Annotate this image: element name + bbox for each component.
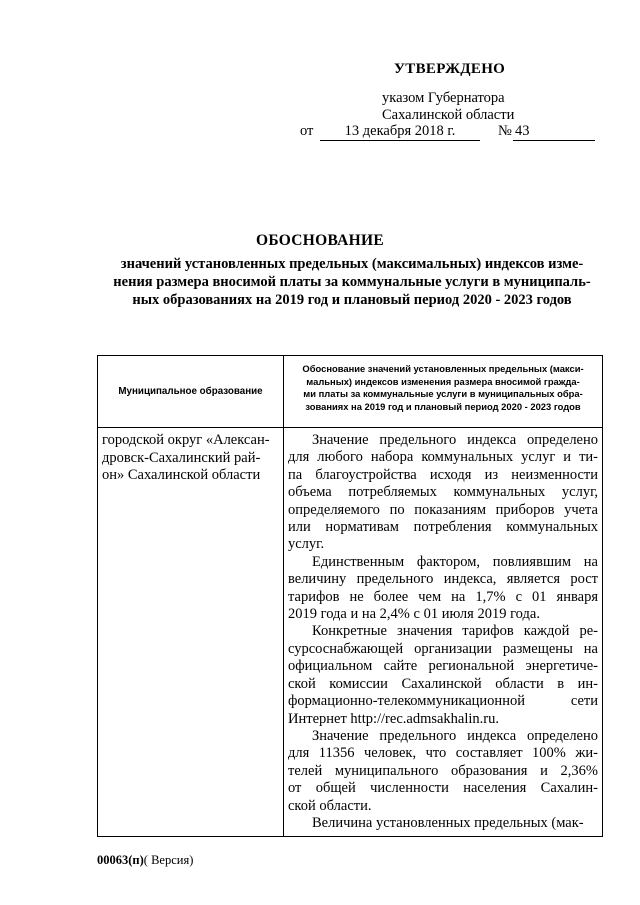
municipality-line: городской округ «Алексан- [102,432,270,448]
text-line: объема потребляемых коммунальных услуг, [288,484,598,501]
text-line: от общей численности населения Сахалин- [288,780,598,797]
text-line: или нормативам потребления коммунальных [288,519,598,536]
text-line: для любого набора коммунальных услуг и ти- [288,449,598,466]
header-line: ми платы за коммунальные услуги в муниципальных обра- [303,388,583,400]
approved-stamp: УТВЕРЖДЕНО [394,61,506,77]
document-title: ОБОСНОВАНИЕ [255,232,385,249]
text-line: для 11356 человек, что составляет 100% жи- [288,745,598,762]
text-line: ской области. [288,797,372,814]
text-line: величину предельного индекса, является рост [288,571,598,588]
text-line: Конкретные значения тарифов каждой ре- [312,623,598,640]
column-header-municipality: Муниципальное образование [98,356,284,428]
text-line: па благоустройства исходя из неизменности [288,466,598,483]
document-footer [97,853,193,868]
text-line: 2019 года и на 2,4% с 01 июля 2019 года. [288,606,540,623]
table-row [98,428,603,837]
text-line: тарифов не более чем на 1,7% с 01 января [288,588,598,605]
municipality-line: он» Сахалинской области [102,467,261,483]
decree-line-1: указом Губернатора [382,90,505,106]
text-line: формационно-телекоммуникационной сети [288,693,598,710]
header-line: мальных) индексов изменения размера вносимой гражда- [306,375,580,387]
text-line: Единственным фактором, повлиявшим на [312,553,598,570]
text-line: Величина установленных предельных (мак- [312,814,584,831]
text-line: телей муниципального образования и 2,36% [288,762,598,779]
column-header-justification [284,356,603,428]
text-line: Интернет http://rec.admsakhalin.ru. [288,710,499,727]
number-label: № [498,123,512,139]
document-subtitle [102,255,602,309]
justification-cell [284,428,603,837]
text-line: Значение предельного индекса определено [312,432,598,448]
decree-number: 43 [513,123,595,141]
document-version: ( Версия) [143,853,194,867]
decree-line-2: Сахалинской области [382,107,515,123]
subtitle-line: ных образованиях на 2019 год и плановый период 2020 - 2023 годов [132,292,572,308]
from-label: от [300,123,314,139]
text-line: Значение предельного индекса определено [312,727,598,744]
subtitle-line: значений установленных предельных (максимальных) индексов изме- [120,256,584,272]
header-line: зованиях на 2019 год и плановый период 2020 - 2023 годов [305,400,581,412]
table-header-row [98,356,603,428]
municipality-line: дровск-Сахалинский рай- [102,449,261,466]
subtitle-line: нения размера вносимой платы за коммунальные услуги в муниципаль- [113,274,591,290]
decree-date-line [300,123,600,143]
text-line: сурсоснабжающей организации размещены на [288,640,598,657]
municipality-cell [98,428,284,837]
text-line: официальном сайте региональной энергетиче- [288,658,598,675]
decree-date: 13 декабря 2018 г. [320,123,480,141]
header-line: Обоснование значений установленных предельных (макси- [302,363,584,374]
text-line: определяемого по показаниям приборов учета [288,501,598,518]
document-code: 00063(п) [97,853,144,867]
justification-table [97,355,603,837]
text-line: услуг. [288,536,325,553]
text-line: ской комиссии Сахалинской области в ин- [288,675,598,692]
